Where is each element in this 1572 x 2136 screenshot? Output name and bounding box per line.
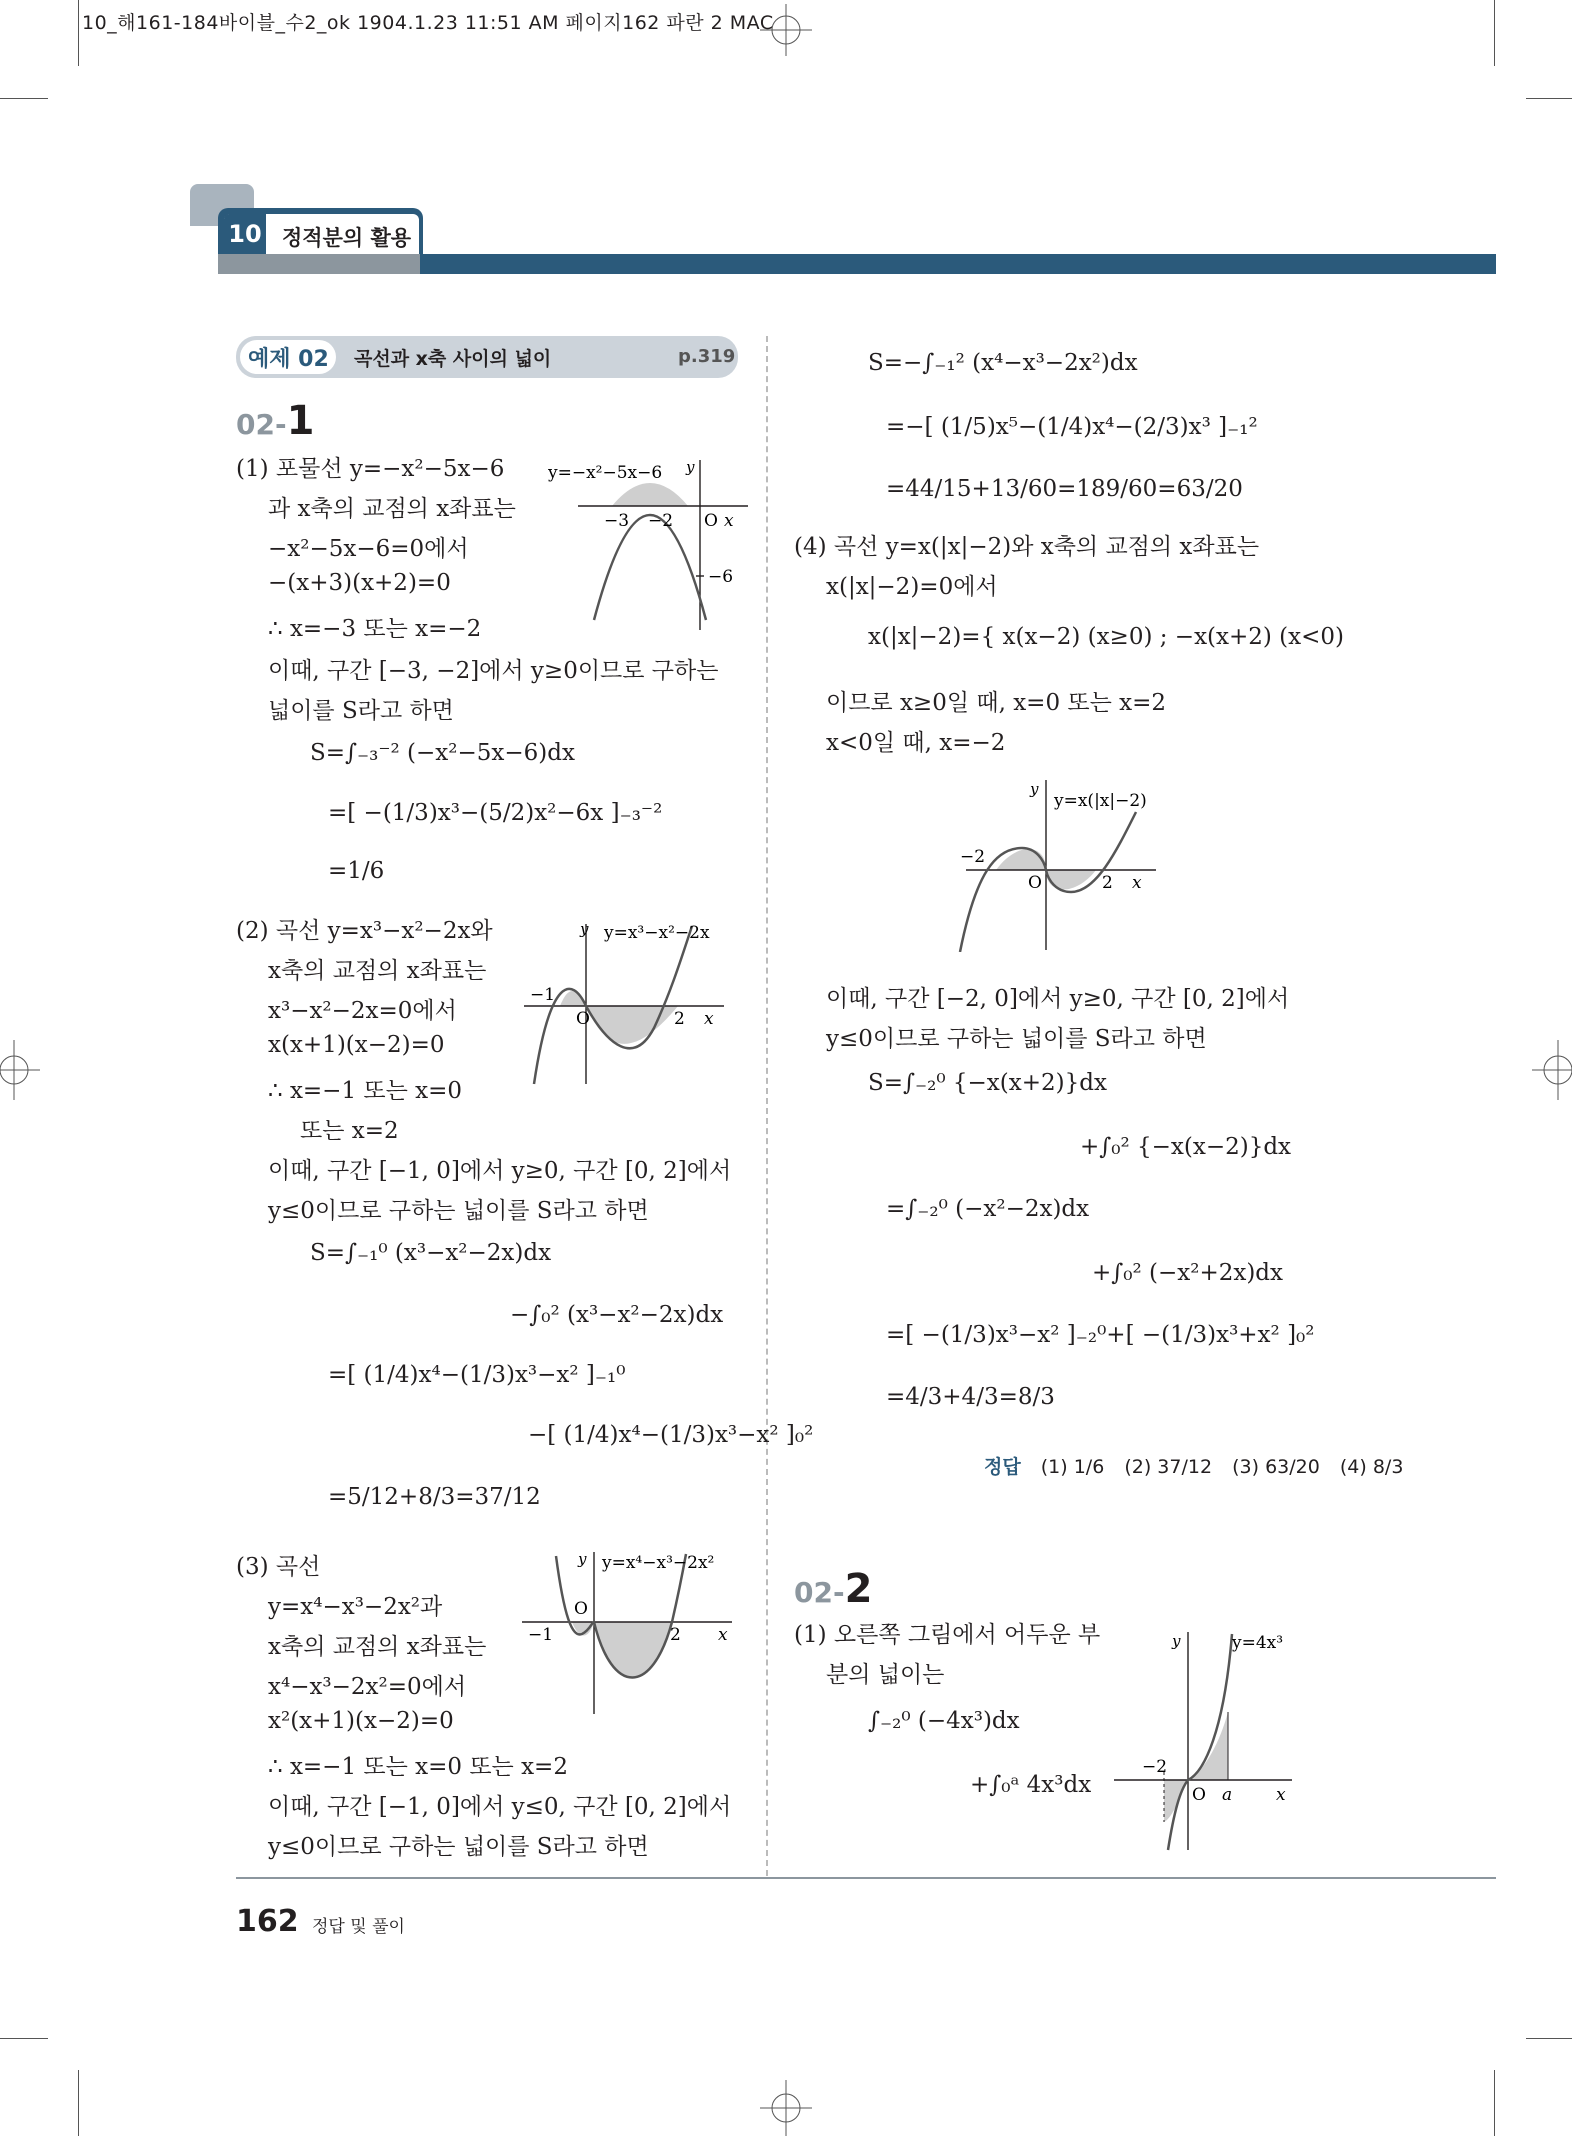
problem-heading-02-1: 02-1 bbox=[236, 398, 315, 444]
footer-label: 정답 및 풀이 bbox=[312, 1917, 405, 1937]
solution-line: =[ −(1/3)x³−x² ]₋₂⁰+[ −(1/3)x³+x² ]₀² bbox=[886, 1322, 1315, 1348]
solution-line: =1/6 bbox=[328, 858, 385, 884]
answer-item: (3) 63/20 bbox=[1232, 1456, 1320, 1478]
chapter-number: 10 bbox=[224, 214, 266, 254]
solution-line: =4/3+4/3=8/3 bbox=[886, 1384, 1055, 1410]
solution-line: ∴ x=−3 또는 x=−2 bbox=[268, 616, 482, 642]
solution-line: −[ (1/4)x⁴−(1/3)x³−x² ]₀² bbox=[528, 1422, 814, 1448]
tick-label: x bbox=[704, 1009, 714, 1029]
tick-label: x bbox=[1276, 1785, 1286, 1805]
solution-line: =[ −(1/3)x³−(5/2)x²−6x ]₋₃⁻² bbox=[328, 800, 663, 826]
solution-line: y≤0이므로 구하는 넓이를 S라고 하면 bbox=[826, 1026, 1207, 1052]
column-divider bbox=[766, 336, 768, 1876]
tick-label: O bbox=[576, 1009, 590, 1029]
solution-line: ∫₋₂⁰ (−4x³)dx bbox=[868, 1708, 1020, 1734]
graph-cubic bbox=[524, 916, 738, 1086]
solution-line: S=∫₋₂⁰ {−x(x+2)}dx bbox=[868, 1070, 1107, 1096]
solution-line: =∫₋₂⁰ (−x²−2x)dx bbox=[886, 1196, 1090, 1222]
registration-mark-top bbox=[760, 0, 812, 56]
registration-mark-right bbox=[1532, 1040, 1572, 1100]
tick-label: −2 bbox=[960, 847, 986, 867]
answer-item: (1) 1/6 bbox=[1040, 1456, 1105, 1478]
problem-heading-02-2: 02-2 bbox=[794, 1566, 873, 1612]
solution-line: x⁴−x³−2x²=0에서 bbox=[268, 1674, 467, 1700]
solution-line: 또는 x=2 bbox=[300, 1118, 399, 1144]
solution-line: (4) 곡선 y=x(|x|−2)와 x축의 교점의 x좌표는 bbox=[794, 534, 1260, 560]
graph-absolute-cubic bbox=[946, 772, 1166, 952]
solution-line: x²(x+1)(x−2)=0 bbox=[268, 1708, 454, 1734]
solution-line: =44/15+13/60=189/60=63/20 bbox=[886, 476, 1243, 502]
solution-line: x축의 교점의 x좌표는 bbox=[268, 1634, 487, 1660]
solution-line: +∫₀² (−x²+2x)dx bbox=[1092, 1260, 1283, 1286]
solution-line: S=∫₋₁⁰ (x³−x²−2x)dx bbox=[310, 1240, 552, 1266]
graph-label: y=x(|x|−2) bbox=[1054, 791, 1147, 811]
registration-mark-left bbox=[0, 1040, 40, 1100]
answer-item: (4) 8/3 bbox=[1339, 1456, 1404, 1478]
solution-line: −∫₀² (x³−x²−2x)dx bbox=[510, 1302, 724, 1328]
solution-line: 이때, 구간 [−1, 0]에서 y≥0, 구간 [0, 2]에서 bbox=[268, 1158, 732, 1184]
solution-line: (3) 곡선 bbox=[236, 1554, 321, 1580]
tick-label: x bbox=[724, 511, 734, 531]
solution-line: x(x+1)(x−2)=0 bbox=[268, 1032, 445, 1058]
solution-line: x<0일 때, x=−2 bbox=[826, 730, 1006, 756]
graph-label: y=x³−x²−2x bbox=[604, 923, 710, 943]
solution-line: 이때, 구간 [−2, 0]에서 y≥0, 구간 [0, 2]에서 bbox=[826, 986, 1290, 1012]
tick-label: −3 bbox=[604, 511, 630, 531]
solution-line: −x²−5x−6=0에서 bbox=[268, 536, 469, 562]
solution-line: S=−∫₋₁² (x⁴−x³−2x²)dx bbox=[868, 350, 1138, 376]
tick-label: y bbox=[1172, 1632, 1181, 1650]
page-number: 162 bbox=[236, 1904, 299, 1939]
print-slug: 10_해161-184바이블_수2_ok 1904.1.23 11:51 AM 페이지162 파란 2 MAC bbox=[82, 12, 774, 34]
tick-label: O bbox=[704, 511, 718, 531]
tick-label: x bbox=[1132, 873, 1142, 893]
solution-line: +∫₀ᵃ 4x³dx bbox=[970, 1772, 1092, 1798]
solution-line: +∫₀² {−x(x−2)}dx bbox=[1080, 1134, 1292, 1160]
tick-label: −1 bbox=[530, 985, 556, 1005]
solution-line: y=x⁴−x³−2x²과 bbox=[268, 1594, 443, 1620]
example-title: 곡선과 x축 사이의 넓이 bbox=[354, 348, 552, 370]
solution-line: S=∫₋₃⁻² (−x²−5x−6)dx bbox=[310, 740, 575, 766]
solution-line: ∴ x=−1 또는 x=0 또는 x=2 bbox=[268, 1754, 568, 1780]
solution-line: (2) 곡선 y=x³−x²−2x와 bbox=[236, 918, 493, 944]
solution-line: 이므로 x≥0일 때, x=0 또는 x=2 bbox=[826, 690, 1167, 716]
tick-label: y bbox=[578, 1550, 587, 1568]
solution-line: x³−x²−2x=0에서 bbox=[268, 998, 457, 1024]
solution-line: x축의 교점의 x좌표는 bbox=[268, 958, 487, 984]
header-bar-accent bbox=[218, 254, 420, 274]
example-page-ref: p.319 bbox=[678, 346, 736, 367]
answer-label: 정답 bbox=[984, 1456, 1021, 1478]
graph-label: y=4x³ bbox=[1232, 1633, 1284, 1653]
tick-label: y bbox=[686, 458, 695, 476]
tick-label: −2 bbox=[1142, 1757, 1168, 1777]
graph-quartic bbox=[522, 1546, 742, 1716]
tick-label: −6 bbox=[708, 567, 734, 587]
answer-item: (2) 37/12 bbox=[1124, 1456, 1213, 1478]
tick-label: 2 bbox=[1102, 873, 1113, 893]
answer-row bbox=[984, 1452, 1403, 1479]
solution-line: =−[ (1/5)x⁵−(1/4)x⁴−(2/3)x³ ]₋₁² bbox=[886, 414, 1258, 440]
solution-line: y≤0이므로 구하는 넓이를 S라고 하면 bbox=[268, 1198, 649, 1224]
solution-line: −(x+3)(x+2)=0 bbox=[268, 570, 451, 596]
tick-label: O bbox=[1192, 1785, 1206, 1805]
footer-rule bbox=[236, 1877, 1496, 1879]
solution-line: 과 x축의 교점의 x좌표는 bbox=[268, 496, 516, 522]
graph-4x-cubed bbox=[1114, 1622, 1294, 1852]
solution-line: ∴ x=−1 또는 x=0 bbox=[268, 1078, 463, 1104]
graph-label: y=−x²−5x−6 bbox=[548, 463, 663, 483]
registration-mark-bottom bbox=[760, 2080, 812, 2136]
tick-label: O bbox=[574, 1599, 588, 1619]
tick-label: a bbox=[1222, 1785, 1233, 1805]
solution-line: 넓이를 S라고 하면 bbox=[268, 698, 454, 724]
solution-line: y≤0이므로 구하는 넓이를 S라고 하면 bbox=[268, 1834, 649, 1860]
graph-label: y=x⁴−x³−2x² bbox=[602, 1553, 715, 1573]
tick-label: x bbox=[718, 1625, 728, 1645]
graph-parabola bbox=[548, 450, 750, 630]
solution-line: (1) 오른쪽 그림에서 어두운 부 bbox=[794, 1622, 1101, 1648]
tick-label: −1 bbox=[528, 1625, 554, 1645]
solution-line: =5/12+8/3=37/12 bbox=[328, 1484, 541, 1510]
tick-label: −2 bbox=[648, 511, 674, 531]
solution-line: (1) 포물선 y=−x²−5x−6 bbox=[236, 456, 505, 482]
tick-label: 2 bbox=[670, 1625, 681, 1645]
solution-line: 이때, 구간 [−3, −2]에서 y≥0이므로 구하는 bbox=[268, 658, 719, 684]
chapter-title: 정적분의 활용 bbox=[282, 226, 412, 250]
solution-line: 분의 넓이는 bbox=[826, 1662, 945, 1688]
solution-line: =[ (1/4)x⁴−(1/3)x³−x² ]₋₁⁰ bbox=[328, 1362, 626, 1388]
solution-line: x(|x|−2)={ x(x−2) (x≥0) ; −x(x+2) (x<0) bbox=[868, 624, 1345, 650]
example-label: 예제 02 bbox=[248, 347, 329, 372]
tick-label: y bbox=[1030, 780, 1039, 798]
solution-line: x(|x|−2)=0에서 bbox=[826, 574, 998, 600]
tick-label: y bbox=[580, 920, 589, 938]
tick-label: O bbox=[1028, 873, 1042, 893]
solution-line: 이때, 구간 [−1, 0]에서 y≤0, 구간 [0, 2]에서 bbox=[268, 1794, 732, 1820]
tick-label: 2 bbox=[674, 1009, 685, 1029]
